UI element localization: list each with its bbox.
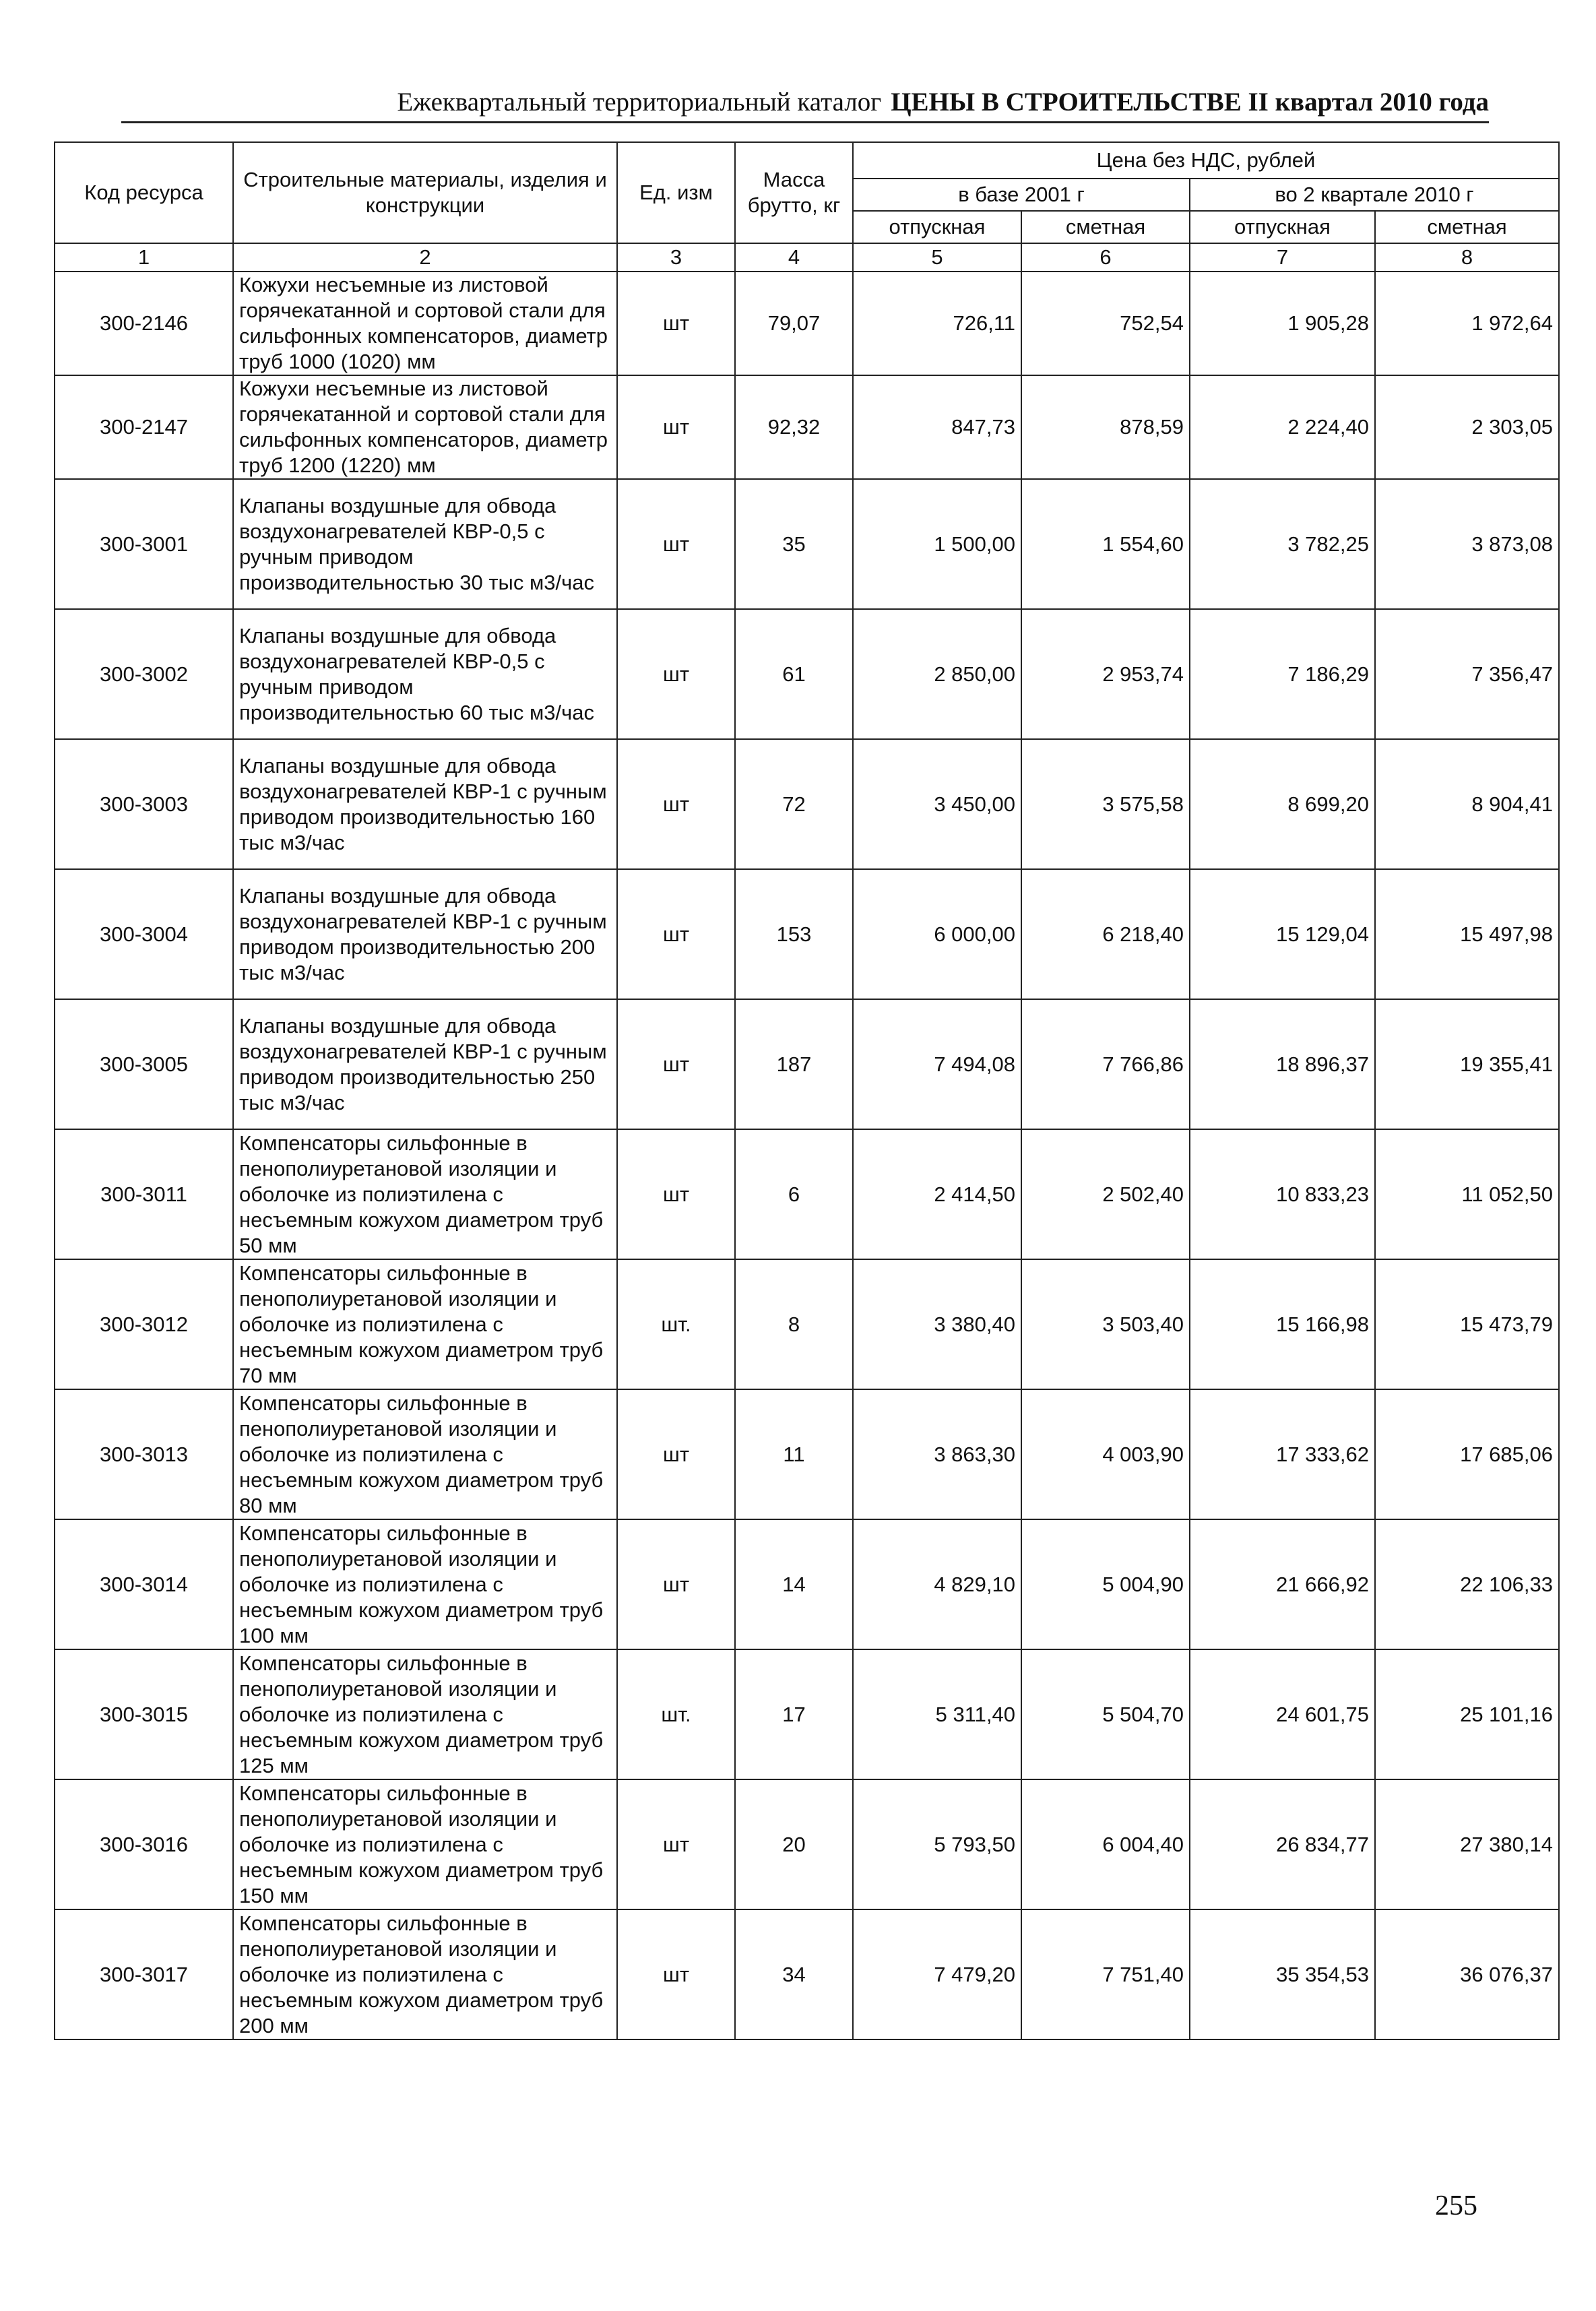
material-name: Компенсаторы сильфонные в пенополиуретановой изоляции и оболочке из полиэтилена с несъемным кожухом диаметром труб 70 мм [233, 1259, 617, 1389]
base-release-price: 6 000,00 [853, 869, 1021, 999]
q2-release-price: 26 834,77 [1190, 1779, 1375, 1909]
base-release-price: 847,73 [853, 375, 1021, 479]
table-row [55, 739, 1559, 869]
q2-estimate-price: 15 473,79 [1375, 1259, 1559, 1389]
resource-code: 300-3001 [55, 479, 233, 609]
header-unit: Ед. изм [617, 142, 735, 243]
column-number: 5 [853, 243, 1021, 272]
material-name: Клапаны воздушные для обвода воздухонагревателей КВР-1 с ручным приводом производительностью 200 тыс м3/час [233, 869, 617, 999]
table-body [55, 272, 1559, 2039]
base-estimate-price: 3 503,40 [1021, 1259, 1190, 1389]
table-row [55, 869, 1559, 999]
q2-release-price: 1 905,28 [1190, 272, 1375, 375]
base-release-price: 3 863,30 [853, 1389, 1021, 1519]
resource-code: 300-3014 [55, 1519, 233, 1649]
unit: шт [617, 1129, 735, 1259]
q2-release-price: 15 166,98 [1190, 1259, 1375, 1389]
resource-code: 300-3003 [55, 739, 233, 869]
base-release-price: 5 311,40 [853, 1649, 1021, 1779]
gross-mass: 20 [735, 1779, 853, 1909]
resource-code: 300-2147 [55, 375, 233, 479]
q2-release-price: 18 896,37 [1190, 999, 1375, 1129]
q2-estimate-price: 17 685,06 [1375, 1389, 1559, 1519]
header-base-release: отпускная [853, 211, 1021, 243]
q2-estimate-price: 27 380,14 [1375, 1779, 1559, 1909]
q2-estimate-price: 25 101,16 [1375, 1649, 1559, 1779]
base-estimate-price: 5 504,70 [1021, 1649, 1190, 1779]
gross-mass: 187 [735, 999, 853, 1129]
resource-code: 300-3016 [55, 1779, 233, 1909]
q2-release-price: 2 224,40 [1190, 375, 1375, 479]
unit: шт. [617, 1649, 735, 1779]
base-release-price: 3 380,40 [853, 1259, 1021, 1389]
q2-estimate-price: 8 904,41 [1375, 739, 1559, 869]
header-name: Строительные материалы, изделия и конструкции [233, 142, 617, 243]
header-base-2001: в базе 2001 г [853, 179, 1190, 211]
q2-release-price: 21 666,92 [1190, 1519, 1375, 1649]
material-name: Кожухи несъемные из листовой горячекатанной и сортовой стали для сильфонных компенсаторов, диаметр труб 1200 (1220) мм [233, 375, 617, 479]
base-release-price: 3 450,00 [853, 739, 1021, 869]
header-price-group: Цена без НДС, рублей [853, 142, 1559, 179]
resource-code: 300-3005 [55, 999, 233, 1129]
base-estimate-price: 4 003,90 [1021, 1389, 1190, 1519]
base-estimate-price: 7 766,86 [1021, 999, 1190, 1129]
column-number: 3 [617, 243, 735, 272]
gross-mass: 72 [735, 739, 853, 869]
column-number: 1 [55, 243, 233, 272]
gross-mass: 35 [735, 479, 853, 609]
q2-estimate-price: 7 356,47 [1375, 609, 1559, 739]
gross-mass: 61 [735, 609, 853, 739]
header-row-1 [55, 142, 1559, 179]
unit: шт [617, 375, 735, 479]
base-release-price: 7 494,08 [853, 999, 1021, 1129]
gross-mass: 17 [735, 1649, 853, 1779]
unit: шт [617, 869, 735, 999]
material-name: Клапаны воздушные для обвода воздухонагревателей КВР-1 с ручным приводом производительностью 160 тыс м3/час [233, 739, 617, 869]
resource-code: 300-3012 [55, 1259, 233, 1389]
q2-estimate-price: 11 052,50 [1375, 1129, 1559, 1259]
unit: шт [617, 1909, 735, 2039]
unit: шт [617, 1779, 735, 1909]
unit: шт [617, 609, 735, 739]
q2-release-price: 15 129,04 [1190, 869, 1375, 999]
q2-estimate-price: 3 873,08 [1375, 479, 1559, 609]
q2-estimate-price: 19 355,41 [1375, 999, 1559, 1129]
material-name: Компенсаторы сильфонные в пенополиуретановой изоляции и оболочке из полиэтилена с несъемным кожухом диаметром труб 150 мм [233, 1779, 617, 1909]
header-q2-estimate: сметная [1375, 211, 1559, 243]
table-row [55, 1649, 1559, 1779]
base-release-price: 4 829,10 [853, 1519, 1021, 1649]
base-estimate-price: 6 004,40 [1021, 1779, 1190, 1909]
table-row [55, 1519, 1559, 1649]
unit: шт [617, 1389, 735, 1519]
header-q2-release: отпускная [1190, 211, 1375, 243]
gross-mass: 11 [735, 1389, 853, 1519]
page-number: 255 [1435, 2190, 1477, 2221]
q2-release-price: 3 782,25 [1190, 479, 1375, 609]
q2-release-price: 24 601,75 [1190, 1649, 1375, 1779]
resource-code: 300-3011 [55, 1129, 233, 1259]
q2-estimate-price: 22 106,33 [1375, 1519, 1559, 1649]
table-row [55, 1779, 1559, 1909]
resource-code: 300-3015 [55, 1649, 233, 1779]
q2-estimate-price: 15 497,98 [1375, 869, 1559, 999]
material-name: Компенсаторы сильфонные в пенополиуретановой изоляции и оболочке из полиэтилена с несъемным кожухом диаметром труб 125 мм [233, 1649, 617, 1779]
q2-release-price: 10 833,23 [1190, 1129, 1375, 1259]
table-row [55, 609, 1559, 739]
resource-code: 300-2146 [55, 272, 233, 375]
table-row [55, 1909, 1559, 2039]
gross-mass: 34 [735, 1909, 853, 2039]
q2-release-price: 17 333,62 [1190, 1389, 1375, 1519]
price-table [54, 141, 1560, 2040]
resource-code: 300-3013 [55, 1389, 233, 1519]
gross-mass: 6 [735, 1129, 853, 1259]
unit: шт [617, 1519, 735, 1649]
base-release-price: 1 500,00 [853, 479, 1021, 609]
resource-code: 300-3017 [55, 1909, 233, 2039]
material-name: Компенсаторы сильфонные в пенополиуретановой изоляции и оболочке из полиэтилена с несъемным кожухом диаметром труб 80 мм [233, 1389, 617, 1519]
unit: шт [617, 999, 735, 1129]
base-release-price: 5 793,50 [853, 1779, 1021, 1909]
base-estimate-price: 6 218,40 [1021, 869, 1190, 999]
table-row [55, 272, 1559, 375]
header-base-estimate: сметная [1021, 211, 1190, 243]
base-estimate-price: 2 502,40 [1021, 1129, 1190, 1259]
material-name: Компенсаторы сильфонные в пенополиуретановой изоляции и оболочке из полиэтилена с несъемным кожухом диаметром труб 50 мм [233, 1129, 617, 1259]
column-number: 6 [1021, 243, 1190, 272]
table-row [55, 999, 1559, 1129]
q2-estimate-price: 2 303,05 [1375, 375, 1559, 479]
q2-estimate-price: 36 076,37 [1375, 1909, 1559, 2039]
material-name: Клапаны воздушные для обвода воздухонагревателей КВР-0,5 с ручным приводом производительностью 60 тыс м3/час [233, 609, 617, 739]
header-mass: Масса брутто, кг [735, 142, 853, 243]
q2-release-price: 7 186,29 [1190, 609, 1375, 739]
column-number: 4 [735, 243, 853, 272]
table-row [55, 1129, 1559, 1259]
base-estimate-price: 752,54 [1021, 272, 1190, 375]
material-name: Компенсаторы сильфонные в пенополиуретановой изоляции и оболочке из полиэтилена с несъемным кожухом диаметром труб 100 мм [233, 1519, 617, 1649]
resource-code: 300-3002 [55, 609, 233, 739]
unit: шт [617, 739, 735, 869]
base-estimate-price: 2 953,74 [1021, 609, 1190, 739]
material-name: Компенсаторы сильфонные в пенополиуретановой изоляции и оболочке из полиэтилена с несъемным кожухом диаметром труб 200 мм [233, 1909, 617, 2039]
table-row [55, 1259, 1559, 1389]
header-code: Код ресурса [55, 142, 233, 243]
base-release-price: 7 479,20 [853, 1909, 1021, 2039]
table-row [55, 375, 1559, 479]
column-number: 8 [1375, 243, 1559, 272]
unit: шт [617, 272, 735, 375]
material-name: Кожухи несъемные из листовой горячекатанной и сортовой стали для сильфонных компенсаторов, диаметр труб 1000 (1020) мм [233, 272, 617, 375]
q2-release-price: 8 699,20 [1190, 739, 1375, 869]
column-number: 7 [1190, 243, 1375, 272]
unit: шт [617, 479, 735, 609]
q2-estimate-price: 1 972,64 [1375, 272, 1559, 375]
gross-mass: 79,07 [735, 272, 853, 375]
base-estimate-price: 5 004,90 [1021, 1519, 1190, 1649]
gross-mass: 153 [735, 869, 853, 999]
catalog-prefix: Ежеквартальный территориальный каталог [397, 88, 882, 117]
base-release-price: 2 850,00 [853, 609, 1021, 739]
material-name: Клапаны воздушные для обвода воздухонагревателей КВР-0,5 с ручным приводом производительностью 30 тыс м3/час [233, 479, 617, 609]
gross-mass: 8 [735, 1259, 853, 1389]
base-release-price: 726,11 [853, 272, 1021, 375]
page-header [121, 73, 1489, 123]
resource-code: 300-3004 [55, 869, 233, 999]
base-estimate-price: 878,59 [1021, 375, 1190, 479]
catalog-title: ЦЕНЫ В СТРОИТЕЛЬСТВЕ II квартал 2010 года [891, 88, 1489, 117]
column-number-row [55, 243, 1559, 272]
q2-release-price: 35 354,53 [1190, 1909, 1375, 2039]
table-row [55, 1389, 1559, 1519]
gross-mass: 14 [735, 1519, 853, 1649]
unit: шт. [617, 1259, 735, 1389]
base-estimate-price: 3 575,58 [1021, 739, 1190, 869]
material-name: Клапаны воздушные для обвода воздухонагревателей КВР-1 с ручным приводом производительностью 250 тыс м3/час [233, 999, 617, 1129]
header-q2-2010: во 2 квартале 2010 г [1190, 179, 1559, 211]
base-release-price: 2 414,50 [853, 1129, 1021, 1259]
column-number: 2 [233, 243, 617, 272]
base-estimate-price: 1 554,60 [1021, 479, 1190, 609]
table-row [55, 479, 1559, 609]
gross-mass: 92,32 [735, 375, 853, 479]
base-estimate-price: 7 751,40 [1021, 1909, 1190, 2039]
